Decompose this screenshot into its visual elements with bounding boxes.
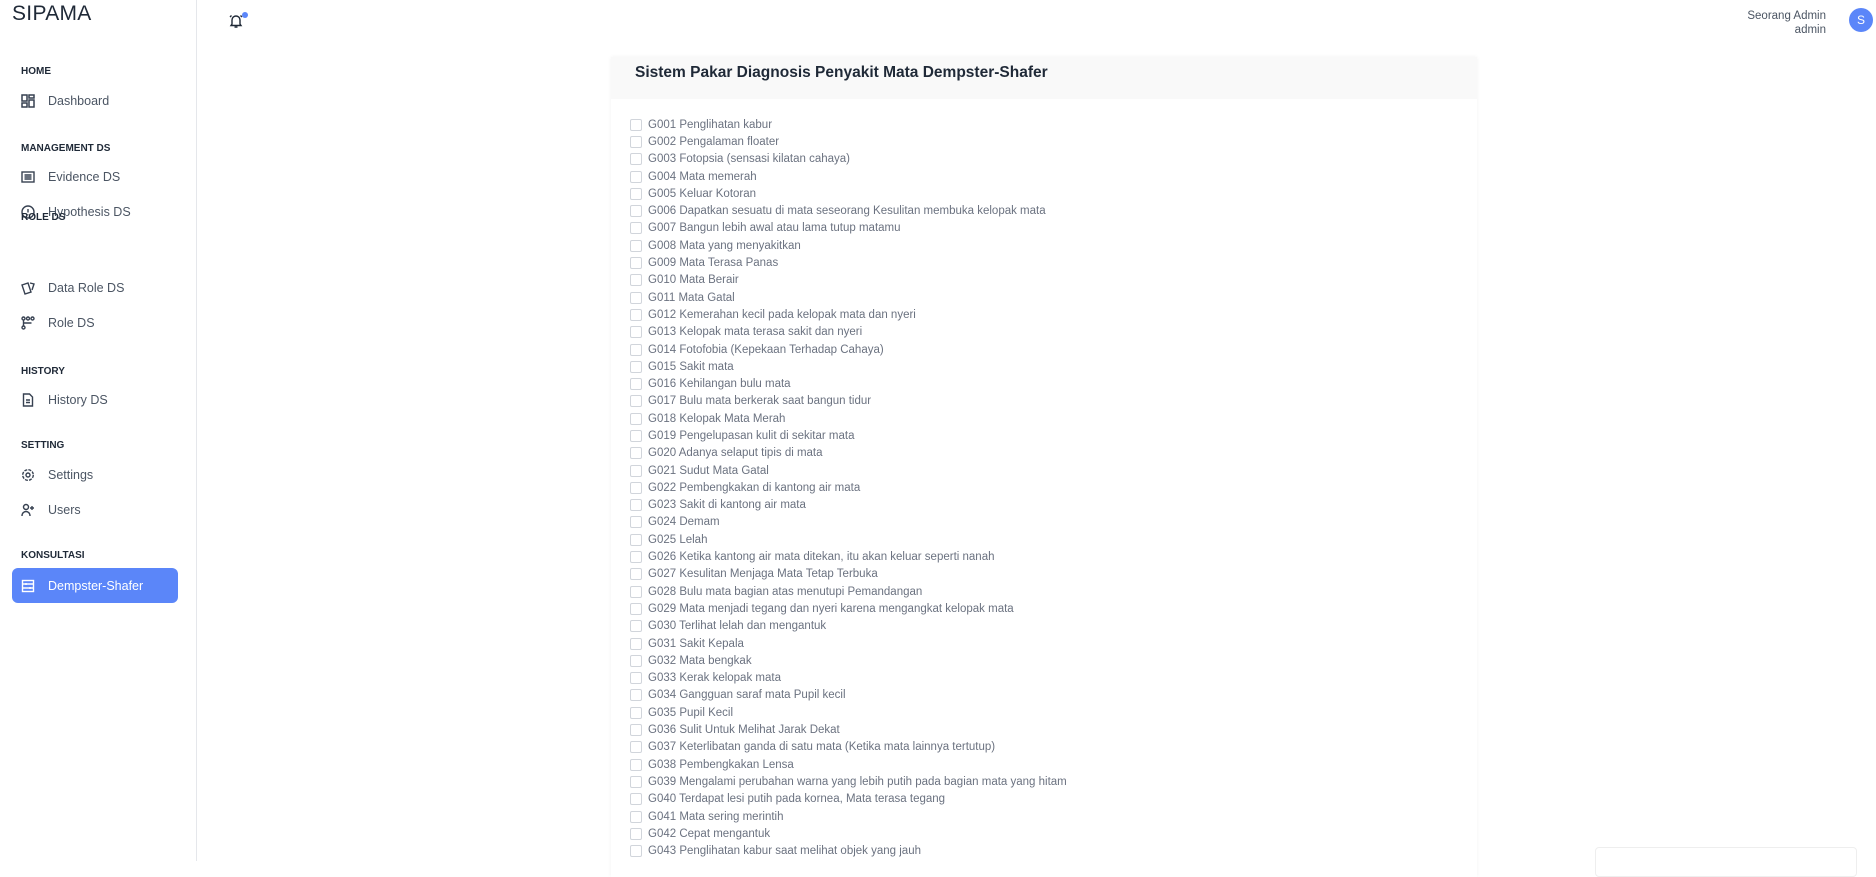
symptom-checkbox[interactable]: [630, 430, 642, 442]
symptom-label: G001 Penglihatan kabur: [648, 118, 773, 131]
hierarchy-icon: [21, 316, 35, 330]
symptom-list: [630, 116, 1067, 860]
notification-badge: [242, 12, 248, 18]
symptom-label: G043 Penglihatan kabur saat melihat objek yang jauh: [648, 845, 921, 858]
symptom-checkbox[interactable]: [630, 741, 642, 753]
symptom-checkbox[interactable]: [630, 534, 642, 546]
symptom-checkbox[interactable]: [630, 568, 642, 580]
section-management: MANAGEMENT DS: [21, 143, 111, 154]
symptom-label: G023 Sakit di kantong air mata: [648, 499, 806, 512]
symptom-checkbox[interactable]: [630, 395, 642, 407]
symptom-item[interactable]: [630, 842, 1067, 859]
symptom-item[interactable]: [630, 721, 1067, 738]
sidebar: [0, 0, 197, 861]
symptom-checkbox[interactable]: [630, 222, 642, 234]
symptom-label: G006 Dapatkan sesuatu di mata seseorang Kesulitan membuka kelopak mata: [648, 205, 1046, 218]
sidebar-item-label: Hypothesis DS: [48, 204, 131, 219]
symptom-label: G008 Mata yang menyakitkan: [648, 239, 801, 252]
symptom-checkbox[interactable]: [630, 413, 642, 425]
symptom-checkbox[interactable]: [630, 344, 642, 356]
symptom-item[interactable]: [630, 375, 1067, 392]
symptom-label: G026 Ketika kantong air mata ditekan, itu akan keluar seperti nanah: [648, 551, 995, 564]
section-history: HISTORY: [21, 366, 65, 377]
symptom-item[interactable]: [630, 514, 1067, 531]
symptom-checkbox[interactable]: [630, 274, 642, 286]
symptom-checkbox[interactable]: [630, 136, 642, 148]
symptom-label: G031 Sakit Kepala: [648, 637, 744, 650]
symptom-label: G028 Bulu mata bagian atas menutupi Pemandangan: [648, 585, 923, 598]
symptom-label: G021 Sudut Mata Gatal: [648, 464, 769, 477]
symptom-checkbox[interactable]: [630, 171, 642, 183]
symptom-label: G041 Mata sering merintih: [648, 810, 784, 823]
symptom-item[interactable]: [630, 791, 1067, 808]
symptom-checkbox[interactable]: [630, 257, 642, 269]
symptom-checkbox[interactable]: [630, 292, 642, 304]
symptom-checkbox[interactable]: [630, 724, 642, 736]
symptom-item[interactable]: [630, 289, 1067, 306]
symptom-checkbox[interactable]: [630, 378, 642, 390]
sidebar-item-label: Role DS: [48, 315, 95, 330]
sidebar-item-label: Evidence DS: [48, 169, 121, 184]
page-title: Sistem Pakar Diagnosis Penyakit Mata Dempster-Shafer: [611, 57, 1477, 99]
symptom-label: G033 Kerak kelopak mata: [648, 672, 781, 685]
symptom-label: G036 Sulit Untuk Melihat Jarak Dekat: [648, 724, 840, 737]
symptom-item[interactable]: [630, 427, 1067, 444]
symptom-checkbox[interactable]: [630, 655, 642, 667]
symptom-item[interactable]: [630, 324, 1067, 341]
diagnosis-card: [611, 57, 1477, 877]
symptom-checkbox[interactable]: [630, 551, 642, 563]
symptom-checkbox[interactable]: [630, 586, 642, 598]
symptom-checkbox[interactable]: [630, 776, 642, 788]
symptom-label: G037 Keterlibatan ganda di satu mata (Ketika mata lainnya tertutup): [648, 741, 996, 754]
symptom-checkbox[interactable]: [630, 188, 642, 200]
symptom-label: G013 Kelopak mata terasa sakit dan nyeri: [648, 326, 863, 339]
symptom-item[interactable]: [630, 652, 1067, 669]
symptom-label: G022 Pembengkakan di kantong air mata: [648, 481, 861, 494]
symptom-checkbox[interactable]: [630, 205, 642, 217]
symptom-item[interactable]: [630, 202, 1067, 219]
symptom-checkbox[interactable]: [630, 482, 642, 494]
gear-icon: [21, 468, 35, 482]
sidebar-item-label: Dashboard: [48, 93, 110, 108]
symptom-label: G024 Demam: [648, 516, 720, 529]
symptom-label: G025 Lelah: [648, 533, 708, 546]
symptom-item[interactable]: [630, 445, 1067, 462]
sidebar-item-dashboard[interactable]: [12, 83, 178, 118]
symptom-checkbox[interactable]: [630, 119, 642, 131]
symptom-item[interactable]: [630, 462, 1067, 479]
symptom-checkbox[interactable]: [630, 707, 642, 719]
section-konsultasi: KONSULTASI: [21, 550, 85, 561]
symptom-item[interactable]: [630, 116, 1067, 133]
symptom-checkbox[interactable]: [630, 845, 642, 857]
symptom-item[interactable]: [630, 410, 1067, 427]
symptom-item[interactable]: [630, 583, 1067, 600]
symptom-item[interactable]: [630, 704, 1067, 721]
symptom-item[interactable]: [630, 808, 1067, 825]
file-icon: [21, 393, 35, 407]
symptom-checkbox[interactable]: [630, 638, 642, 650]
sidebar-item-dempster-shafer[interactable]: [12, 568, 178, 603]
sidebar-item-label: Data Role DS: [48, 280, 125, 295]
symptom-label: G011 Mata Gatal: [648, 291, 735, 304]
symptom-checkbox[interactable]: [630, 153, 642, 165]
sidebar-item-evidence[interactable]: [12, 159, 178, 194]
section-setting: SETTING: [21, 440, 65, 451]
symptom-label: G003 Fotopsia (sensasi kilatan cahaya): [648, 153, 850, 166]
symptom-label: G029 Mata menjadi tegang dan nyeri karena mengangkat kelopak mata: [648, 602, 1014, 615]
symptom-label: G014 Fotofobia (Kepekaan Terhadap Cahaya): [648, 343, 884, 356]
symptom-checkbox[interactable]: [630, 309, 642, 321]
avatar[interactable]: S: [1849, 8, 1873, 32]
toast-notification: [1595, 847, 1857, 877]
section-role: ROLE DS: [21, 212, 66, 223]
symptom-item[interactable]: [630, 756, 1067, 773]
symptom-checkbox[interactable]: [630, 326, 642, 338]
symptom-item[interactable]: [630, 168, 1067, 185]
symptom-label: G030 Terlihat lelah dan mengantuk: [648, 620, 827, 633]
symptom-item[interactable]: [630, 358, 1067, 375]
symptom-checkbox[interactable]: [630, 828, 642, 840]
sidebar-item-history[interactable]: [12, 382, 178, 417]
sidebar-item-label: Settings: [48, 467, 94, 482]
user-plus-icon: [21, 503, 35, 517]
sidebar-item-settings[interactable]: [12, 457, 178, 492]
sidebar-item-label: History DS: [48, 392, 108, 407]
symptom-checkbox[interactable]: [630, 672, 642, 684]
symptom-label: G040 Terdapat lesi putih pada kornea, Mata terasa tegang: [648, 793, 946, 806]
symptom-item[interactable]: [630, 185, 1067, 202]
symptom-item[interactable]: [630, 220, 1067, 237]
symptom-item[interactable]: [630, 566, 1067, 583]
symptom-label: G015 Sakit mata: [648, 360, 734, 373]
symptom-checkbox[interactable]: [630, 620, 642, 632]
symptom-label: G004 Mata memerah: [648, 170, 757, 183]
user-name: Seorang Admin: [1747, 10, 1826, 22]
symptom-label: G010 Mata Berair: [648, 274, 739, 287]
symptom-item[interactable]: [630, 773, 1067, 790]
app-logo[interactable]: SIPAMA: [12, 2, 92, 25]
symptom-item[interactable]: [630, 600, 1067, 617]
symptom-item[interactable]: [630, 825, 1067, 842]
dashboard-icon: [21, 94, 35, 108]
section-home: HOME: [21, 66, 51, 77]
symptom-label: G027 Kesulitan Menjaga Mata Tetap Terbuka: [648, 568, 878, 581]
symptom-item[interactable]: [630, 739, 1067, 756]
symptom-checkbox[interactable]: [630, 447, 642, 459]
symptom-item[interactable]: [630, 237, 1067, 254]
symptom-item[interactable]: [630, 531, 1067, 548]
user-info[interactable]: [1747, 9, 1826, 37]
symptom-item[interactable]: [630, 635, 1067, 652]
symptom-item[interactable]: [630, 670, 1067, 687]
symptom-checkbox[interactable]: [630, 361, 642, 373]
symptom-label: G032 Mata bengkak: [648, 654, 752, 667]
list-icon: [21, 170, 35, 184]
symptom-checkbox[interactable]: [630, 793, 642, 805]
symptom-label: G039 Mengalami perubahan warna yang lebih putih pada bagian mata yang hitam: [648, 775, 1067, 788]
symptom-item[interactable]: [630, 341, 1067, 358]
symptom-checkbox[interactable]: [630, 759, 642, 771]
sidebar-item-label: Dempster-Shafer: [48, 578, 144, 593]
symptom-label: G035 Pupil Kecil: [648, 706, 734, 719]
sidebar-item-users[interactable]: [12, 492, 178, 527]
symptom-item[interactable]: [630, 151, 1067, 168]
symptom-item[interactable]: [630, 687, 1067, 704]
symptom-label: G020 Adanya selaput tipis di mata: [648, 447, 823, 460]
sidebar-item-data-role[interactable]: [12, 270, 178, 305]
symptom-label: G017 Bulu mata berkerak saat bangun tidur: [648, 395, 872, 408]
symptom-label: G007 Bangun lebih awal atau lama tutup matamu: [648, 222, 901, 235]
symptom-checkbox[interactable]: [630, 516, 642, 528]
sidebar-item-role[interactable]: [12, 305, 178, 340]
symptom-checkbox[interactable]: [630, 689, 642, 701]
symptom-label: G016 Kehilangan bulu mata: [648, 378, 791, 391]
symptom-checkbox[interactable]: [630, 465, 642, 477]
symptom-item[interactable]: [630, 393, 1067, 410]
symptom-label: G042 Cepat mengantuk: [648, 827, 771, 840]
symptom-label: G019 Pengelupasan kulit di sekitar mata: [648, 429, 855, 442]
cards-icon: [21, 281, 35, 295]
sidebar-item-label: Users: [48, 502, 81, 517]
symptom-item[interactable]: [630, 618, 1067, 635]
symptom-item[interactable]: [630, 479, 1067, 496]
symptom-item[interactable]: [630, 133, 1067, 150]
symptom-item[interactable]: [630, 272, 1067, 289]
symptom-item[interactable]: [630, 254, 1067, 271]
symptom-item[interactable]: [630, 306, 1067, 323]
symptom-item[interactable]: [630, 548, 1067, 565]
symptom-label: G005 Keluar Kotoran: [648, 187, 757, 200]
symptom-checkbox[interactable]: [630, 603, 642, 615]
symptom-checkbox[interactable]: [630, 811, 642, 823]
symptom-checkbox[interactable]: [630, 499, 642, 511]
symptom-label: G038 Pembengkakan Lensa: [648, 758, 794, 771]
user-role: admin: [1794, 24, 1826, 36]
abacus-icon: [21, 579, 35, 593]
symptom-item[interactable]: [630, 497, 1067, 514]
symptom-checkbox[interactable]: [630, 240, 642, 252]
symptom-label: G018 Kelopak Mata Merah: [648, 412, 786, 425]
symptom-label: G002 Pengalaman floater: [648, 135, 780, 148]
symptom-label: G009 Mata Terasa Panas: [648, 257, 779, 270]
symptom-label: G034 Gangguan saraf mata Pupil kecil: [648, 689, 846, 702]
symptom-label: G012 Kemerahan kecil pada kelopak mata dan nyeri: [648, 308, 916, 321]
